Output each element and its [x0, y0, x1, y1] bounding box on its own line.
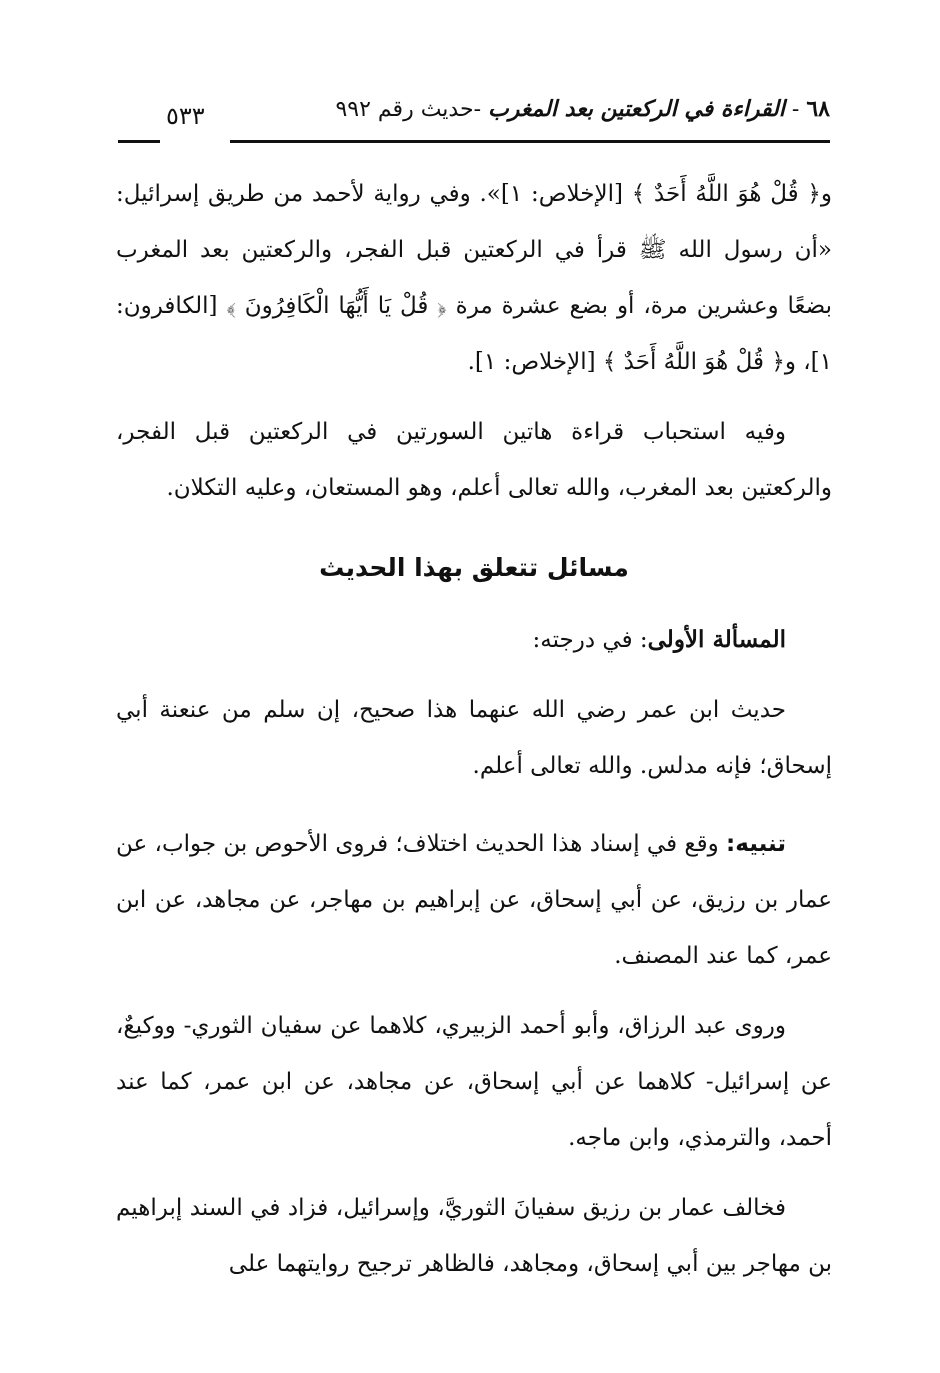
- issue-1-heading: [116, 612, 832, 668]
- issue-1-label: المسألة الأولى: [647, 626, 786, 653]
- paragraph-2: وفيه استحباب قراءة هاتين السورتين في الركعتين قبل الفجر، والركعتين بعد المغرب، والله تعالى أعلم، وهو المستعان، وعليه التكلان.: [116, 419, 832, 501]
- header-rule-gap: [160, 134, 230, 148]
- hadith-reference: حديث رقم ٩٩٢: [335, 97, 474, 122]
- issue-1-text: : في درجته:: [532, 627, 648, 653]
- paragraph-4: وروى عبد الرزاق، وأبو أحمد الزبيري، كلاهما عن سفيان الثوري- ووكيعٌ، عن إسرائيل- كلاهما عن أبي إسحاق، عن مجاهد، عن ابن عمر، كما عند أحمد، والترمذي، وابن ماجه.: [116, 1013, 832, 1151]
- paragraph-3: حديث ابن عمر رضي الله عنهما هذا صحيح، إن سلم من عنعنة أبي إسحاق؛ فإنه مدلس. والله تعالى أعلم.: [116, 697, 832, 779]
- chapter-title: القراءة في الركعتين بعد المغرب: [488, 96, 785, 122]
- note-paragraph: [116, 816, 832, 984]
- section-heading: مسائل تتعلق بهذا الحديث: [319, 553, 629, 582]
- paragraph-1: و﴿ قُلْ هُوَ اللَّهُ أَحَدٌ ﴾ [الإخلاص: ١]». وفي رواية لأحمد من طريق إسرائيل: «أن رسول الله ﷺ قرأ في الركعتين قبل الفجر، والركعتين بعد المغرب بضعًا وعشرين مرة، أو بضع عشرة مرة ﴿ قُلْ يَا أَيُّهَا الْكَافِرُونَ ﴾ [الكافرون: ١]، و﴿ قُلْ هُوَ اللَّهُ أَحَدٌ ﴾ [الإخلاص: ١].: [116, 181, 832, 375]
- note-text: وقع في إسناد هذا الحديث اختلاف؛ فروى الأحوص بن جواب، عن عمار بن رزيق، عن أبي إسحاق، عن إبراهيم بن مهاجر، عن مجاهد، عن ابن عمر، كما عند المصنف.: [116, 831, 832, 969]
- chapter-number: ٦٨: [806, 96, 830, 122]
- running-header: [118, 96, 830, 136]
- header-title: ٦٨ - القراءة في الركعتين بعد المغرب -حديث رقم ٩٩٢: [335, 96, 830, 122]
- body-text: [116, 166, 832, 1292]
- paragraph-5: فخالف عمار بن رزيق سفيانَ الثوريَّ، وإسرائيل، فزاد في السند إبراهيم بن مهاجر بين أبي إسحاق، ومجاهد، فالظاهر ترجيح روايتهما على: [116, 1195, 832, 1277]
- page-number: ٥٣٣: [166, 102, 205, 130]
- note-label: تنبيه:: [726, 831, 786, 857]
